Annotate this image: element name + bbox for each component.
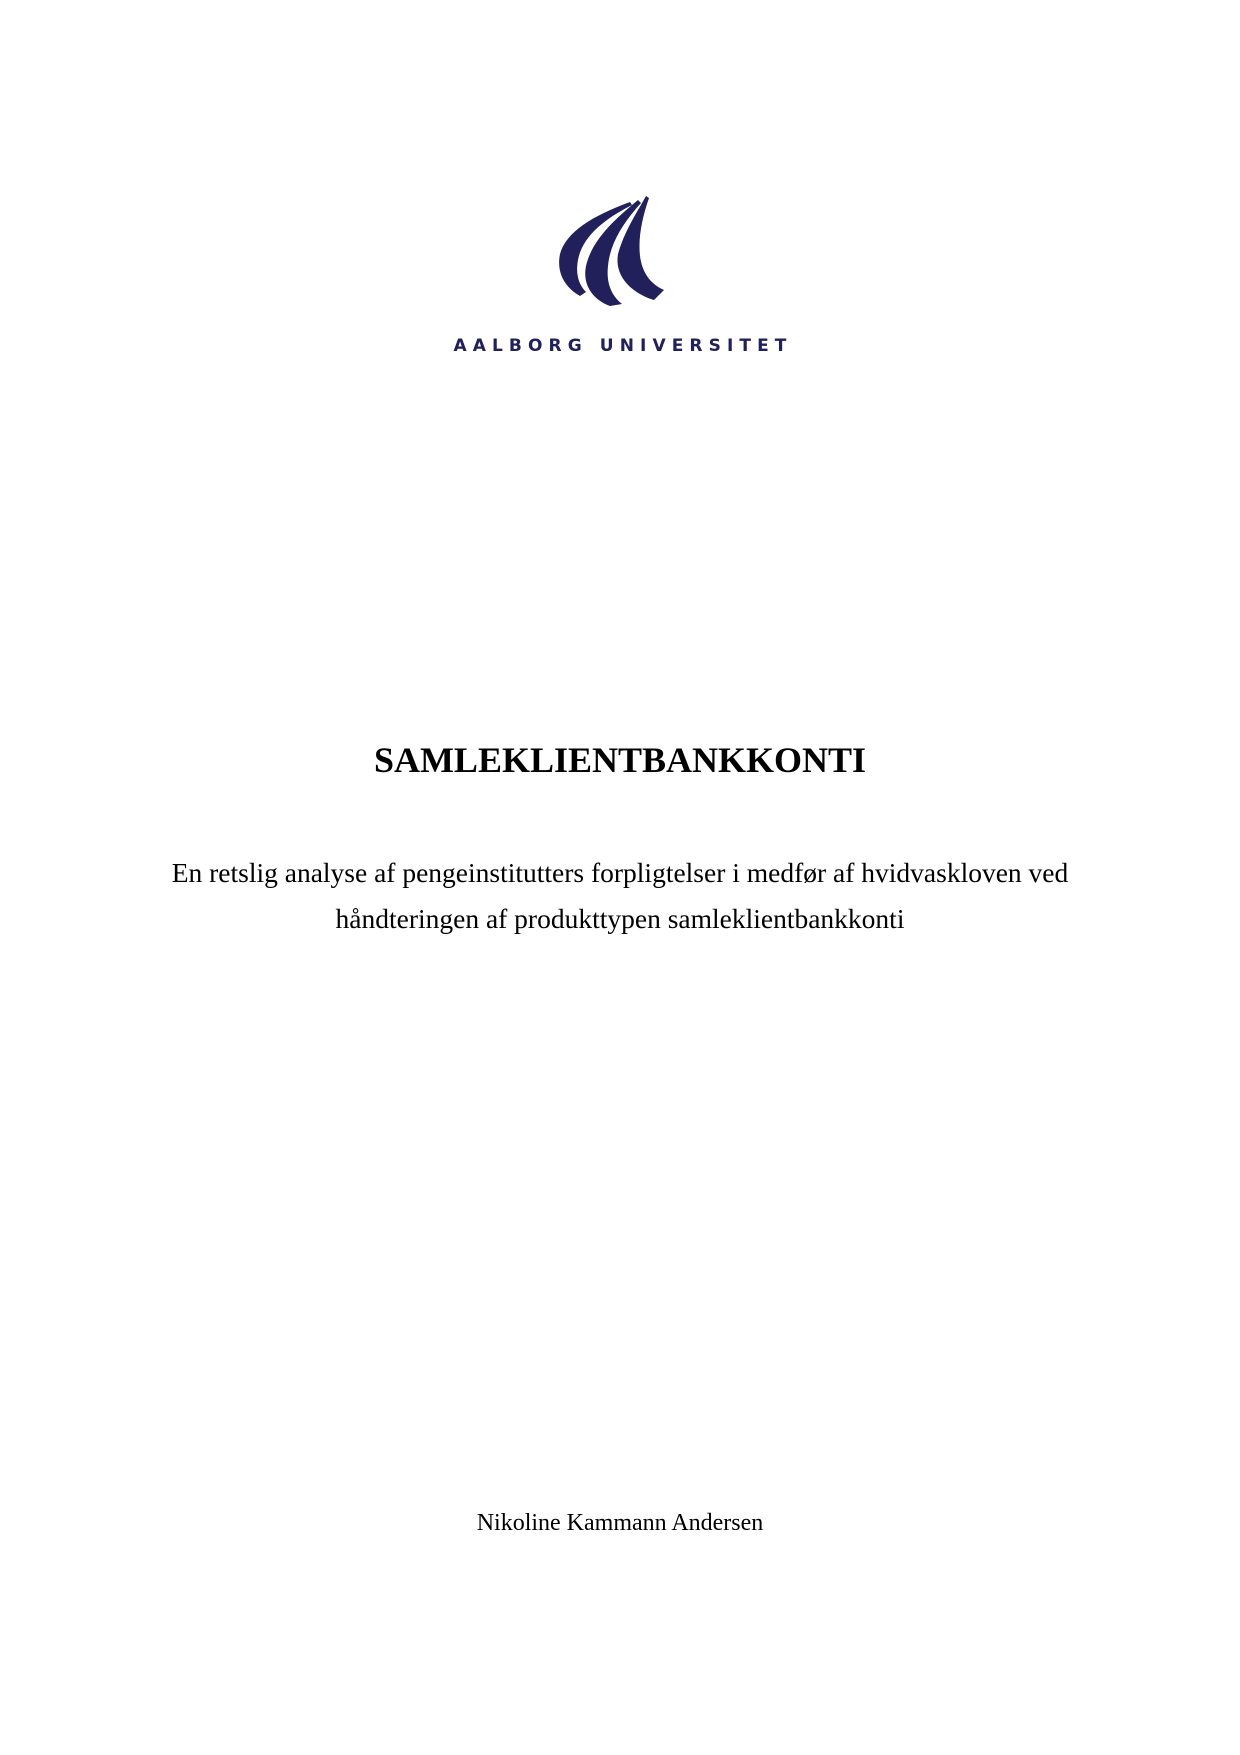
institution-name: AALBORG UNIVERSITET xyxy=(453,336,793,356)
author-name: Nikoline Kammann Andersen xyxy=(476,1510,764,1536)
subtitle-line-1: En retslig analyse af pengeinstitutters forpligtelser i medfør af hvidvaskloven ved xyxy=(171,857,1069,888)
subtitle-line-2: håndteringen af produkttypen samleklientbankkonti xyxy=(335,903,905,934)
document-subtitle xyxy=(100,850,1140,942)
document-title: SAMLEKLIENTBANKKONTI xyxy=(373,740,867,780)
aau-logo-icon xyxy=(556,196,666,308)
